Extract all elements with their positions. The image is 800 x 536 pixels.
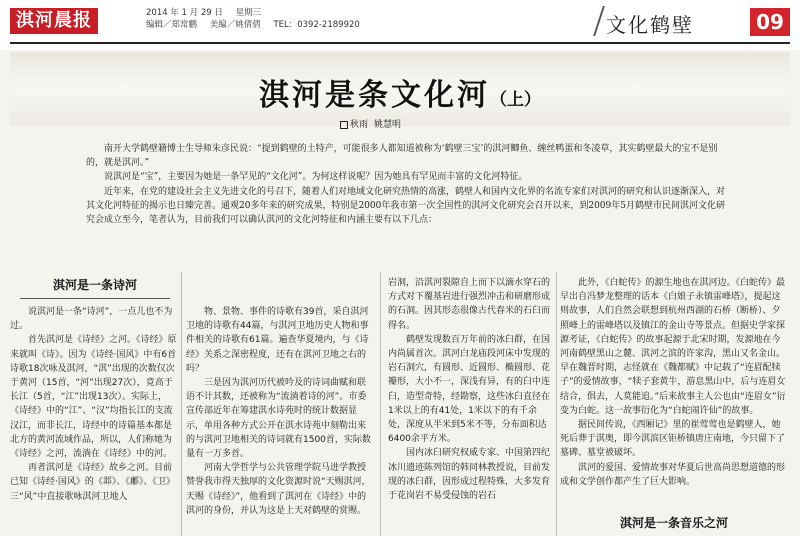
- phone-number: TEL：0392-2189920: [273, 20, 360, 30]
- designer-credit: 美编／姚倩倩: [209, 20, 261, 30]
- body-paragraph: 此外，《白蛇传》的源生地也在淇河边。《白蛇传》最早出自冯梦龙整理的话本《白娘子永镇雷峰塔》，提起这则故事，人们自然会联想到杭州西湖的石桥（断桥）、夕照峰上的雷峰塔以及镇江的金山寺等景点。但据史学家探源考证，《白蛇传》的故事起源于北宋时期，发源地在今河南鹤壁黑山之麓、淇河之滨的许家沟，黑山又名金山。早在魏晋时期，志怪就在《魏都赋》中记载了“连眉配犊子”的爱情故事，“犊子套黄牛，游息黑山中，后与连眉女结合，俱去，人莫能追。”后来故事主人公也由“连眉女”衍变为白蛇。这一故事衍化为“白蛇闹许仙”的故事。: [560, 278, 786, 416]
- body-column-3: [388, 276, 552, 536]
- body-paragraph: 淇河的爱国、爱情故事对华夏后世高尚思想道德的形成和文学创作都产生了巨大影响。: [560, 462, 786, 487]
- section-divider-slash: [593, 6, 605, 36]
- body-column-2: [186, 305, 372, 536]
- body-paragraph: 说淇河是一条“诗河”，一点儿也不为过。: [10, 307, 173, 332]
- body-paragraph: 据民间传说，《西厢记》里的崔莺莺也是鹤壁人，她死后葬于淇奥，即今淇滨区钜桥镇唐庄南地，今只留下了墓碑、墓堂被破坏。: [560, 420, 786, 459]
- article-intro: [86, 142, 726, 227]
- body-paragraph: 鹤壁发现数百万年前的冰臼群，在国内尚属首次。淇河白龙庙段河床中发现的岩石洞穴，有圆形、近圆形、椭圆形、花瓣形，大小不一，深浅有异，有的臼中连臼，造型奇特，经勘察，这些冰臼直径在1米以上的有41处，1米以下的有千余处，深度从半米到5米不等，分布面积达6400余平方米。: [388, 334, 551, 445]
- body-paragraph: 三是因为淇河历代被吟及的诗词曲赋和联语不计其数，还被称为“流淌着诗的河”。市委宣传部近年在筹建淇水诗苑时的统计数据显示，单用各种方式公开在淇水诗苑中刻勒出来的与淇河卫地相关的诗词就有1500首，实际数量有一万多首。: [186, 378, 371, 460]
- issue-meta: [146, 7, 370, 31]
- editor-credit: 编辑／郑常鹏: [146, 20, 198, 30]
- issue-weekday: 星期三: [235, 8, 262, 18]
- intro-paragraph: 近年来，在党的建设社会主义先进文化的号召下，随着人们对地域文化研究热情的高涨，鹤壁人和国内文化界的名流专家们对淇河的研究和认识逐渐深入，对其文化河特征的揭示也日臻完善。通观20多年来的研究成果，特别是2000年我市第一次全国性的淇河文化研究会召开以来，到2009年5月鹤壁市民间淇河文化研究会成立至今，笔者认为，目前我们可以确认淇河的文化河特征和内涵主要有以下几点：: [86, 186, 726, 226]
- section-heading-rule: [20, 298, 170, 299]
- intro-paragraph: 南开大学鹤壁籍博士生导师朱彦民说：“提到鹤壁的土特产，可能很多人都知道被称为‘鹤壁三宝’的淇河鲫鱼、缠丝鸭蛋和冬凌草，其实鹤壁最大的宝不是别的，就是淇河。”: [86, 144, 718, 169]
- column-divider: [380, 272, 381, 536]
- article-byline: [340, 117, 407, 130]
- page-number-badge: 09: [750, 8, 790, 36]
- section-heading-music-river: 淇河是一条音乐之河: [619, 516, 728, 530]
- body-paragraph: 岩洞，沿淇河裂隙自上而下以滴水穿石的方式对下覆基岩进行强烈冲击和研磨形成的石洞。因其形态很像古代春米的石臼而得名。: [388, 278, 551, 331]
- body-paragraph: 首先淇河是《诗经》之河。《诗经》原来就叫《诗》。因为《诗经·国风》中有6首诗歌18次咏及淇河，“淇”出现的次数仅次于黄河（15首，“河”出现27次），竟高于长江（5首，“江”出现13次）。实际上，《诗经》中的“江”、“汉”均指长江的支流汉江，而非长江，诗经中的诗篇基本都是北方的黄河流域作品，所以，人们称她为《诗经》之河，流淌在《诗经》中的河。: [10, 335, 177, 460]
- intro-paragraph: 说淇河是“宝”，主要因为她是一条罕见的“文化河”。为何这样说呢？因为她具有罕见而丰富的文化河特征。: [104, 172, 528, 183]
- body-column-1: [10, 305, 178, 536]
- issue-date: 2014 年 1 月 29 日: [146, 8, 223, 18]
- byline-author-2: 姚慧明: [374, 120, 402, 130]
- newspaper-logo: 淇河晨报: [10, 8, 98, 34]
- body-paragraph: 河南大学哲学与公共管理学院马进学教授赞誉我市得天独厚的文化资源时说“天赐淇河，天赐《诗经》”，他看到了淇河在《诗经》中的淇河的身份，并认为这是上天对鹤壁的赏赐。: [186, 463, 371, 516]
- column-divider: [556, 272, 557, 536]
- section-heading-poetry-river: 淇河是一条诗河: [52, 278, 137, 292]
- byline-box-icon: [340, 121, 348, 129]
- body-paragraph: 再者淇河是《诗经》故乡之河。目前已知《诗经·国风》的《邶》、《鄘》、《卫》三“风”中直接歌咏淇河卫地人: [10, 463, 175, 502]
- byline-author-1: 秋雨: [350, 120, 369, 130]
- body-column-4: [560, 276, 788, 496]
- body-paragraph: 国内冰臼研究权威专家、中国第四纪冰川遗迹陈列馆的韩同林教授说，目前发现的冰臼群，因形成过程特殊，大多发育于花岗岩不易受侵蚀的岩石: [388, 448, 551, 502]
- masthead-rule: [10, 42, 790, 44]
- article-title-main: 淇河是条文化河: [259, 78, 490, 113]
- section-name: 文化鹤壁: [606, 13, 694, 37]
- article-title: [0, 70, 800, 114]
- body-paragraph: 物、景物、事件的诗歌有39首，采自淇河卫地的诗歌有44篇，与淇河卫地历史人物和事件相关的诗歌有61篇。遍查华夏境内，与《诗经》关系之深密程度，还有在淇河卫地之右的吗？: [186, 307, 369, 374]
- column-divider: [181, 272, 182, 536]
- article-title-suffix: （上）: [490, 90, 541, 110]
